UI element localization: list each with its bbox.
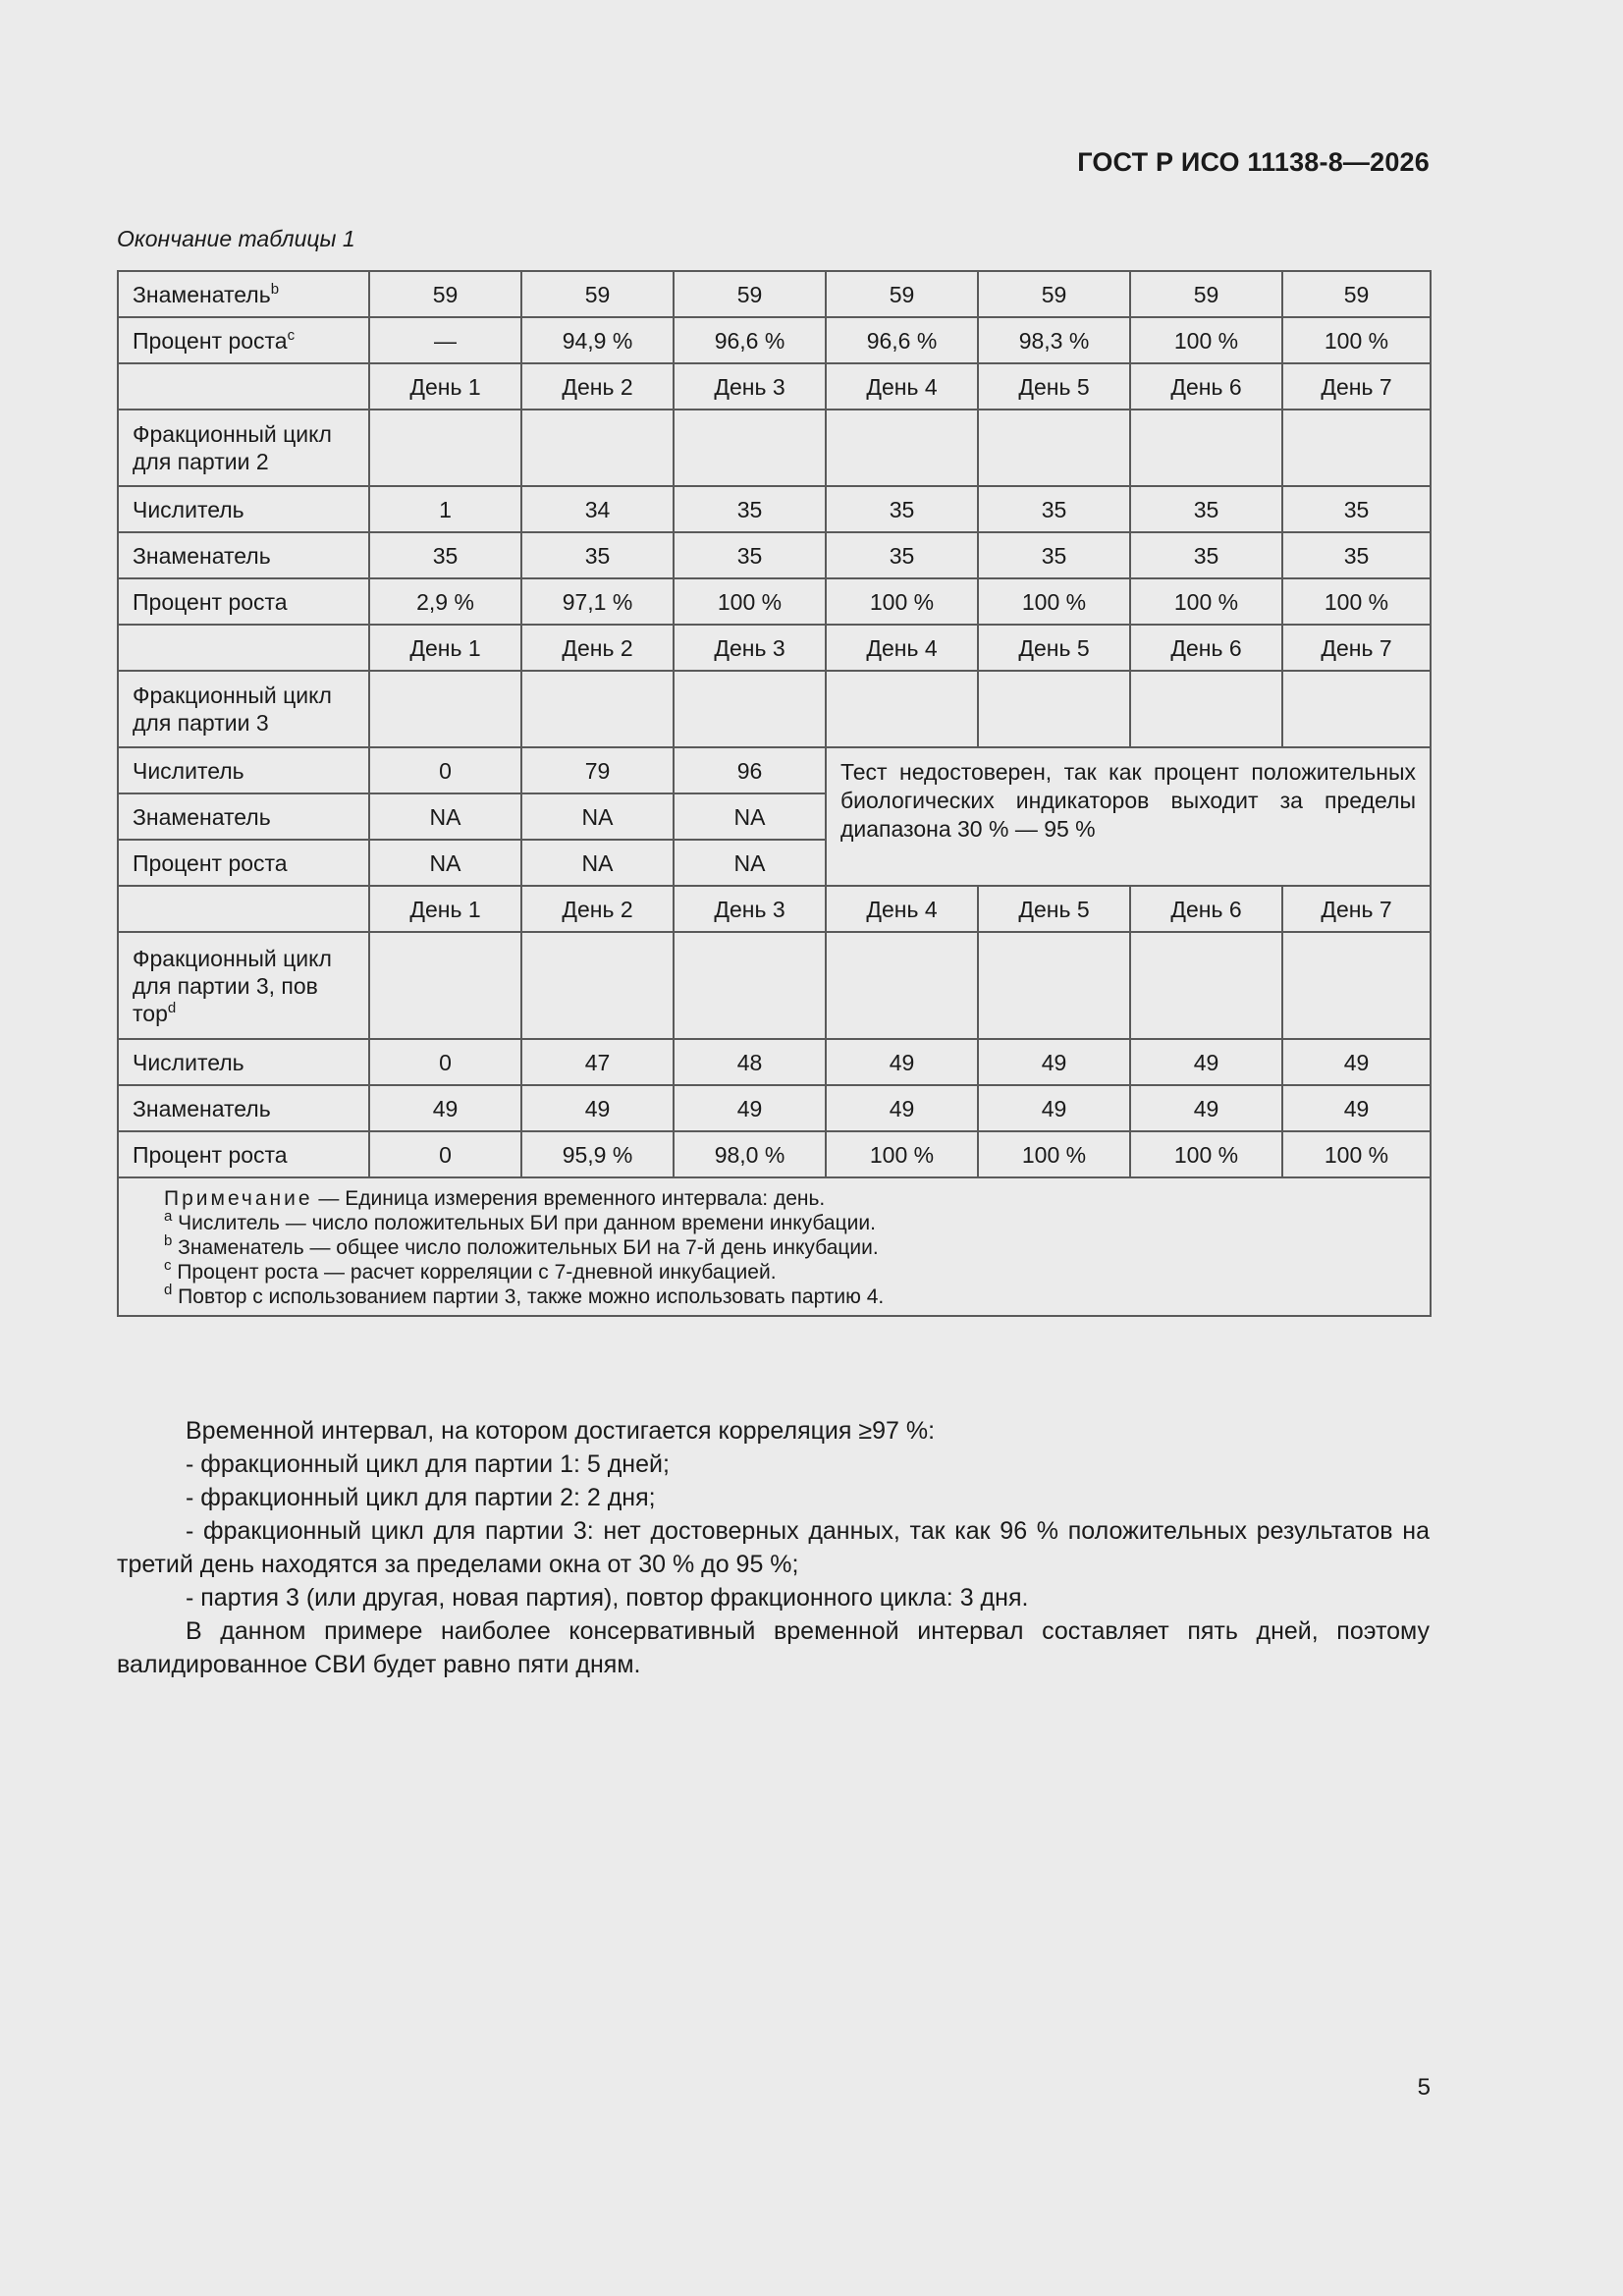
table-cell — [1130, 578, 1282, 625]
table-cell-text: NA — [733, 849, 766, 876]
table-cell-text: 100 % — [869, 1141, 935, 1168]
table-cell — [1130, 532, 1282, 578]
table-cell — [978, 1039, 1130, 1085]
table-cell-text: 100 % — [1173, 1141, 1239, 1168]
day-header — [978, 363, 1130, 410]
empty-cell — [521, 410, 674, 486]
table-cell-text: 49 — [1193, 1095, 1219, 1121]
row-label — [118, 486, 369, 532]
row-label-text: Процент роста — [133, 1141, 288, 1168]
empty-cell — [369, 410, 521, 486]
table-cell — [521, 271, 674, 317]
table-row — [118, 1039, 1431, 1085]
table-cell-text: 0 — [439, 1049, 452, 1075]
footnote-d — [164, 1282, 1416, 1309]
table-cell — [826, 317, 978, 363]
table-row — [118, 1131, 1431, 1177]
day-header — [826, 625, 978, 671]
row-label-text: Знаменатель — [133, 803, 271, 830]
table-cell-text: 35 — [1041, 542, 1067, 569]
table-cell-text: 49 — [889, 1095, 915, 1121]
table-cell-text: 97,1 % — [562, 588, 633, 615]
day-header-text: День 6 — [1170, 896, 1242, 922]
notes-row — [118, 1177, 1431, 1316]
table-cell-text: 49 — [889, 1049, 915, 1075]
table-cell-text: 1 — [439, 496, 452, 522]
table-row — [118, 578, 1431, 625]
table-notes — [118, 1177, 1431, 1316]
day-header-text: День 5 — [1018, 634, 1090, 661]
table-cell — [674, 793, 826, 840]
empty-cell — [521, 932, 674, 1039]
empty-cell — [1282, 410, 1431, 486]
lot-title-line: для партии 3 — [133, 710, 269, 736]
row-label-text: Числитель — [133, 496, 244, 522]
table-row — [118, 747, 1431, 793]
footnote-c — [164, 1257, 1416, 1285]
table-cell — [826, 1039, 978, 1085]
note-prefix: Примечание — [164, 1187, 313, 1210]
table-cell — [978, 271, 1130, 317]
table-cell-text: 100 % — [1324, 1141, 1389, 1168]
paragraph: В данном примере наиболее консервативный временной интервал составляет пять дней, поэтому валидированное СВИ будет равно пяти дням. — [117, 1617, 1430, 1678]
lot-title-line: Фракционный цикл — [133, 683, 332, 708]
day-header-text: День 2 — [562, 634, 633, 661]
table-cell — [978, 1085, 1130, 1131]
table-cell-text: 96,6 % — [714, 327, 785, 354]
table-cell-text: 35 — [584, 542, 611, 569]
table-cell — [674, 578, 826, 625]
lot-title-line: Фракционный цикл — [133, 945, 332, 971]
table-cell-text: 95,9 % — [562, 1141, 633, 1168]
table-cell — [369, 793, 521, 840]
day-header-text: День 6 — [1170, 634, 1242, 661]
table-cell-text: 2,9 % — [416, 588, 474, 615]
empty-cell — [1282, 932, 1431, 1039]
empty-cell — [674, 410, 826, 486]
results-table — [117, 270, 1432, 1317]
table-cell-text: 49 — [1343, 1049, 1370, 1075]
footnote-marker: d — [167, 999, 177, 1016]
table-cell-text: NA — [581, 803, 614, 830]
lot-title — [118, 410, 369, 486]
day-header — [1282, 363, 1431, 410]
day-header — [369, 363, 521, 410]
table-cell — [369, 747, 521, 793]
table-cell — [1130, 486, 1282, 532]
row-label — [118, 532, 369, 578]
day-header — [1282, 625, 1431, 671]
empty-cell — [1282, 671, 1431, 747]
table-cell-text: 98,0 % — [714, 1141, 785, 1168]
row-label-text: Знаменатель — [133, 281, 271, 307]
table-cell-text: 100 % — [869, 588, 935, 615]
table-cell — [674, 747, 826, 793]
day-header — [978, 625, 1130, 671]
day-header-text: День 5 — [1018, 896, 1090, 922]
table-cell-text: 100 % — [1324, 327, 1389, 354]
lot-title-row — [118, 671, 1431, 747]
empty-cell — [826, 932, 978, 1039]
table-cell — [1282, 578, 1431, 625]
table-cell — [521, 840, 674, 886]
table-cell — [826, 532, 978, 578]
table-cell — [369, 1039, 521, 1085]
table-cell-text: 35 — [1193, 542, 1219, 569]
day-header-text: День 3 — [714, 896, 785, 922]
row-label — [118, 1039, 369, 1085]
day-header-row — [118, 625, 1431, 671]
empty-cell — [1130, 671, 1282, 747]
table-cell-text: 100 % — [1173, 588, 1239, 615]
day-header-text: День 1 — [409, 634, 481, 661]
footnote-text: Процент роста — расчет корреляции с 7-дневной инкубацией. — [171, 1261, 777, 1284]
table-cell — [369, 271, 521, 317]
table-cell-text: NA — [733, 803, 766, 830]
table-cell-text: 47 — [584, 1049, 611, 1075]
lot-title-line: для партии 3, пов — [133, 972, 318, 999]
table-row — [118, 1085, 1431, 1131]
empty-cell — [521, 671, 674, 747]
day-header — [1282, 886, 1431, 932]
empty-cell — [826, 671, 978, 747]
table-cell — [674, 840, 826, 886]
empty-cell — [978, 671, 1130, 747]
table-cell-text: 49 — [584, 1095, 611, 1121]
footnote-marker: c — [287, 326, 296, 344]
row-label — [118, 793, 369, 840]
table-cell — [369, 1085, 521, 1131]
table-cell — [826, 578, 978, 625]
table-cell-text: 98,3 % — [1018, 327, 1090, 354]
row-label — [118, 1085, 369, 1131]
day-header-text: День 7 — [1321, 634, 1392, 661]
table-cell — [521, 1131, 674, 1177]
lot-title-line: тор — [133, 1000, 168, 1026]
footnote-text: Числитель — число положительных БИ при данном времени инкубации. — [172, 1212, 876, 1234]
table-cell — [369, 532, 521, 578]
note-line — [164, 1186, 1416, 1211]
table-cell — [1282, 271, 1431, 317]
table-cell-text: 96,6 % — [866, 327, 938, 354]
day-header — [521, 363, 674, 410]
footnote-text: Знаменатель — общее число положительных БИ на 7-й день инкубации. — [172, 1236, 879, 1259]
table-cell-text: 49 — [1041, 1095, 1067, 1121]
row-label — [118, 1131, 369, 1177]
empty-cell — [369, 671, 521, 747]
body-text — [117, 1414, 1430, 1681]
table-cell-text: 35 — [889, 542, 915, 569]
lot-title — [118, 932, 369, 1039]
row-label-text: Процент роста — [133, 849, 288, 876]
day-header-text: День 4 — [866, 373, 938, 400]
table-cell-text: 49 — [736, 1095, 763, 1121]
row-label-text: Числитель — [133, 757, 244, 784]
table-cell-text: 35 — [1343, 496, 1370, 522]
day-header — [521, 625, 674, 671]
table-row — [118, 486, 1431, 532]
table-cell-text: 35 — [736, 496, 763, 522]
table-cell-text: 79 — [584, 757, 611, 784]
row-label-text: Процент роста — [133, 327, 288, 354]
table-cell-text: 49 — [432, 1095, 459, 1121]
table-cell-text: 0 — [439, 1141, 452, 1168]
table-cell — [369, 1131, 521, 1177]
table-cell-text: 0 — [439, 757, 452, 784]
table-cell-text: NA — [429, 849, 461, 876]
table-cell — [369, 317, 521, 363]
table-cell-text: 59 — [1193, 281, 1219, 307]
day-header-text: День 5 — [1018, 373, 1090, 400]
table-cell-text: 59 — [889, 281, 915, 307]
day-header — [369, 886, 521, 932]
table-cell — [674, 317, 826, 363]
paragraph: Временной интервал, на котором достигается корреляция ≥97 %: — [186, 1417, 936, 1445]
table-cell — [826, 1131, 978, 1177]
table-cell — [369, 486, 521, 532]
day-header-row — [118, 886, 1431, 932]
list-item: - фракционный цикл для партии 2: 2 дня; — [186, 1484, 656, 1511]
day-header — [674, 625, 826, 671]
row-label — [118, 840, 369, 886]
table-cell — [1130, 317, 1282, 363]
table-cell-text: 100 % — [1021, 1141, 1087, 1168]
invalid-test-note — [826, 747, 1431, 886]
day-header — [1130, 625, 1282, 671]
table-cell-text: 49 — [1343, 1095, 1370, 1121]
lot-title-row — [118, 410, 1431, 486]
empty-cell — [978, 410, 1130, 486]
list-item: - фракционный цикл для партии 3: нет достоверных данных, так как 96 % положительных результатов на третий день находятся за пределами окна от 30 % до 95 %; — [117, 1517, 1430, 1578]
row-label — [118, 578, 369, 625]
footnote-b — [164, 1232, 1416, 1260]
table-cell — [674, 486, 826, 532]
day-header — [369, 625, 521, 671]
document-code: ГОСТ Р ИСО 11138-8—2026 — [1077, 147, 1430, 177]
day-header-text: День 2 — [562, 896, 633, 922]
empty-cell — [1130, 932, 1282, 1039]
lot-title-row — [118, 932, 1431, 1039]
table-cell-text: 35 — [1343, 542, 1370, 569]
table-cell — [826, 1085, 978, 1131]
row-label-text: Процент роста — [133, 588, 288, 615]
table-cell — [1282, 486, 1431, 532]
day-header — [674, 886, 826, 932]
day-header-text: День 1 — [409, 896, 481, 922]
table-cell — [978, 486, 1130, 532]
table-cell — [521, 486, 674, 532]
table-cell-text: 49 — [1041, 1049, 1067, 1075]
footnote-marker: a — [164, 1208, 173, 1225]
table-cell-text: 59 — [1041, 281, 1067, 307]
empty-cell — [118, 363, 369, 410]
row-label-text: Знаменатель — [133, 542, 271, 569]
day-header-text: День 3 — [714, 634, 785, 661]
row-label — [118, 271, 369, 317]
footnote-marker: d — [164, 1282, 173, 1298]
note-text: — Единица измерения временного интервала: день. — [312, 1187, 826, 1210]
table-cell — [1130, 1085, 1282, 1131]
footnote-marker: c — [164, 1257, 172, 1274]
table-cell — [1282, 317, 1431, 363]
table-cell — [1282, 1085, 1431, 1131]
table-cell — [1130, 1131, 1282, 1177]
table-row — [118, 271, 1431, 317]
table-cell — [521, 747, 674, 793]
table-cell — [369, 578, 521, 625]
list-item: - фракционный цикл для партии 1: 5 дней; — [186, 1450, 670, 1478]
day-header-text: День 2 — [562, 373, 633, 400]
table-row — [118, 317, 1431, 363]
table-cell — [826, 271, 978, 317]
table-cell — [1282, 1131, 1431, 1177]
day-header-text: День 1 — [409, 373, 481, 400]
table-cell-text: 59 — [736, 281, 763, 307]
table-cell-text: 48 — [736, 1049, 763, 1075]
lot-title-line: Фракционный цикл — [133, 421, 332, 447]
day-header — [1130, 886, 1282, 932]
footnote-text: Повтор с использованием партии 3, также можно использовать партию 4. — [172, 1285, 885, 1308]
table-cell — [826, 486, 978, 532]
table-cell — [978, 578, 1130, 625]
empty-cell — [674, 671, 826, 747]
day-header — [826, 886, 978, 932]
table-cell-text: 35 — [432, 542, 459, 569]
table-cell-text: 59 — [432, 281, 459, 307]
table-cell — [674, 271, 826, 317]
list-item: - партия 3 (или другая, новая партия), повтор фракционного цикла: 3 дня. — [186, 1584, 1029, 1612]
footnote-a — [164, 1208, 1416, 1235]
table-cell-text: NA — [429, 803, 461, 830]
table-cell-text: 35 — [1041, 496, 1067, 522]
row-label — [118, 747, 369, 793]
table-cell-text: 35 — [1193, 496, 1219, 522]
day-header-text: День 7 — [1321, 896, 1392, 922]
page-number: 5 — [1417, 2074, 1431, 2101]
table-cell — [674, 1085, 826, 1131]
table-cell-text: 49 — [1193, 1049, 1219, 1075]
table-cell — [521, 793, 674, 840]
table-cell-text: 100 % — [1173, 327, 1239, 354]
invalid-test-note-text: Тест недостоверен, так как процент положительных биологических индикаторов выходит за пределы диапазона 30 % — 95 % — [840, 759, 1416, 842]
table-cell-text: 100 % — [1021, 588, 1087, 615]
table-cell-text: 35 — [736, 542, 763, 569]
row-label-text: Числитель — [133, 1049, 244, 1075]
empty-cell — [674, 932, 826, 1039]
footnote-marker: b — [270, 280, 280, 298]
table-caption: Окончание таблицы 1 — [117, 226, 355, 251]
table-cell-text: 59 — [584, 281, 611, 307]
day-header — [674, 363, 826, 410]
day-header — [978, 886, 1130, 932]
day-header-row — [118, 363, 1431, 410]
table-cell — [521, 578, 674, 625]
table-cell-text: 35 — [889, 496, 915, 522]
empty-cell — [826, 410, 978, 486]
table-cell-text: 94,9 % — [562, 327, 633, 354]
table-row — [118, 532, 1431, 578]
lot-title — [118, 671, 369, 747]
day-header-text: День 3 — [714, 373, 785, 400]
day-header — [1130, 363, 1282, 410]
table-cell-text: 34 — [584, 496, 611, 522]
table-cell — [674, 532, 826, 578]
table-cell-text: — — [434, 327, 457, 354]
day-header-text: День 7 — [1321, 373, 1392, 400]
table-cell — [521, 532, 674, 578]
table-cell — [521, 317, 674, 363]
day-header — [826, 363, 978, 410]
table-cell — [369, 840, 521, 886]
table-cell — [521, 1039, 674, 1085]
day-header-text: День 4 — [866, 634, 938, 661]
table-cell-text: 59 — [1343, 281, 1370, 307]
table-cell — [1282, 532, 1431, 578]
day-header-text: День 4 — [866, 896, 938, 922]
table-cell — [1130, 271, 1282, 317]
lot-title-line: для партии 2 — [133, 449, 269, 474]
empty-cell — [1130, 410, 1282, 486]
row-label — [118, 317, 369, 363]
empty-cell — [369, 932, 521, 1039]
table-cell — [521, 1085, 674, 1131]
table-cell-text: NA — [581, 849, 614, 876]
day-header — [521, 886, 674, 932]
table-cell — [978, 532, 1130, 578]
table-cell — [978, 1131, 1130, 1177]
table-cell — [674, 1039, 826, 1085]
footnote-marker: b — [164, 1232, 173, 1249]
empty-cell — [118, 625, 369, 671]
empty-cell — [118, 886, 369, 932]
empty-cell — [978, 932, 1130, 1039]
table-cell — [674, 1131, 826, 1177]
table-cell-text: 96 — [736, 757, 763, 784]
day-header-text: День 6 — [1170, 373, 1242, 400]
table-cell — [1282, 1039, 1431, 1085]
table-cell-text: 100 % — [1324, 588, 1389, 615]
table-cell — [978, 317, 1130, 363]
table-cell-text: 100 % — [717, 588, 783, 615]
table-cell — [1130, 1039, 1282, 1085]
row-label-text: Знаменатель — [133, 1095, 271, 1121]
